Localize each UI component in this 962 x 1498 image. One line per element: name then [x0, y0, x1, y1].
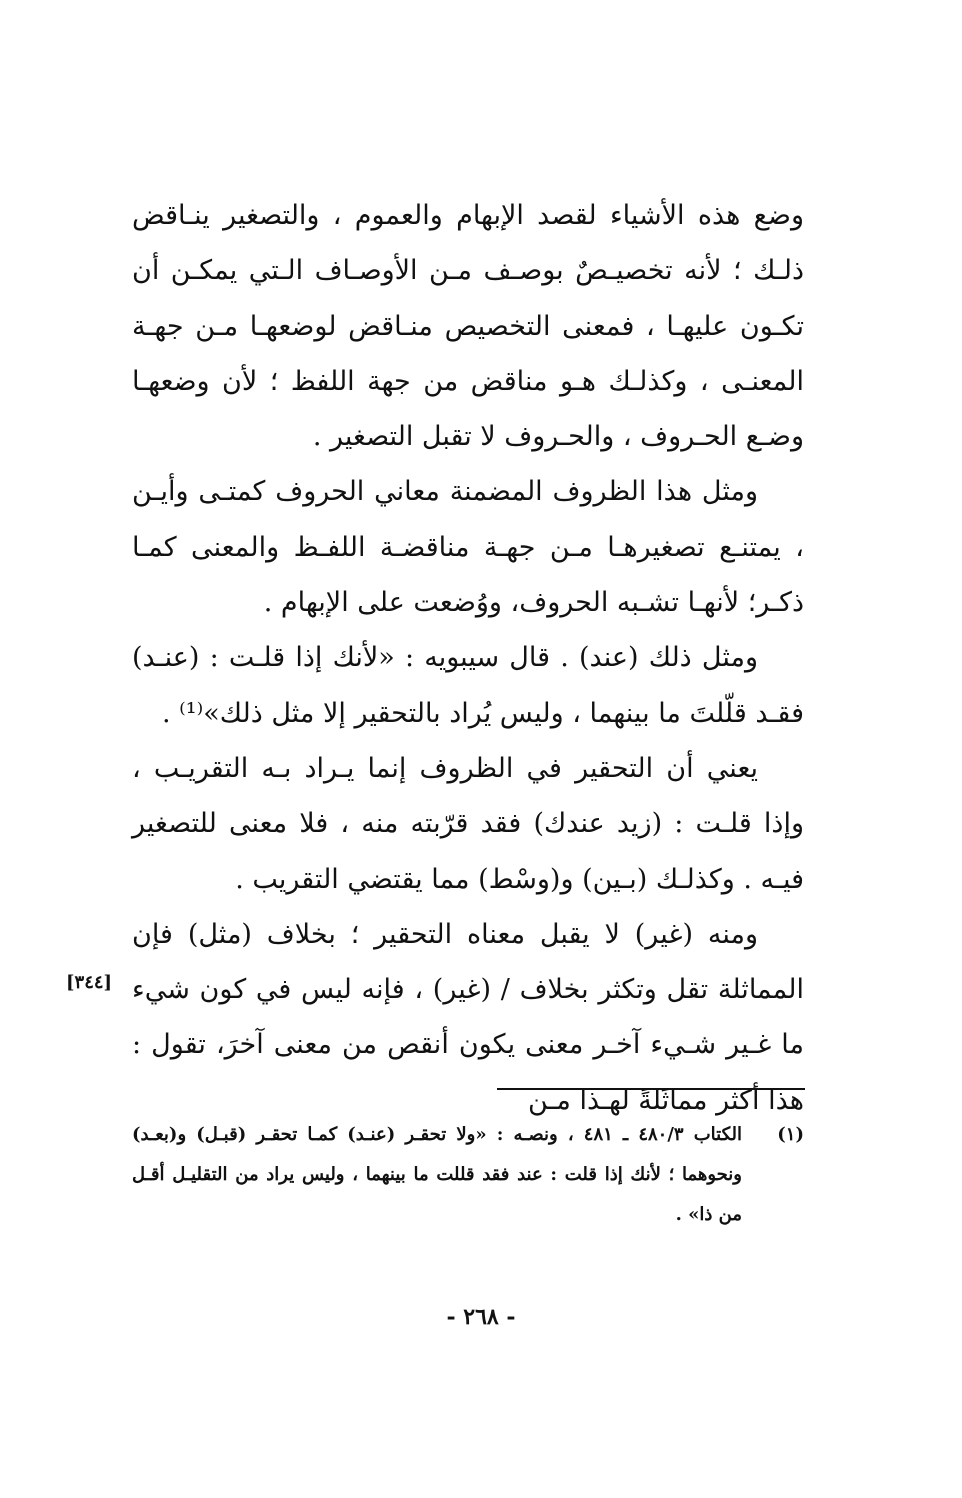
paragraph-3: ومثل ذلك (عند) . قال سيبويه : «لأنك إذا قلـت : (عنـد) فقـد قلّلتَ ما بينهما ، وليس يُراد بالتحقير إلا مثل ذلك»⁽¹⁾ . — [132, 642, 804, 729]
main-text — [132, 188, 804, 1128]
paragraph-1: وضع هذه الأشياء لقصد الإبهام والعموم ، والتصغير ينـاقض ذلـك ؛ لأنه تخصيـصٌ بوصـف مـن الأوصـاف الـتي يمكـن أن تكـون عليهـا ، فمعنى التخصيص منـاقض لوضعهـا مـن جهـة المعنـى ، وكذلـك هـو مناقض من جهة اللفظ ؛ لأن وضعهـا وضـع الحـروف ، والحـروف لا تقبل التصغير . — [132, 200, 804, 453]
page-number: - ٢٦٨ - — [446, 1304, 516, 1330]
manuscript-folio-marker: [٣٤٤] — [66, 972, 113, 993]
footnote-text: الكتاب ٤٨٠/٣ ـ ٤٨١ ، ونصـه : «ولا تحقـر (عنـد) كمـا تحقـر (قبـل) و(بعـد) ونحوهما ؛ لأنك إذا قلت : عند فقد قللت ما بينهما ، وليس يراد من التقليـل أقـل من ذا» . — [132, 1124, 743, 1225]
paragraph-5: ومنه (غير) لا يقبل معناه التحقير ؛ بخلاف (مثل) فإن المماثلة تقل وتكثر بخلاف / (غير) ، فإنه ليس في كون شيء ما غـير شـيء آخـر معنى يكون أنقص من معنى آخرَ، تقول : هذا أكثر مماثَلةً لهـذا مـن — [132, 918, 804, 1116]
paragraph-2: ومثل هذا الظروف المضمنة معاني الحروف كمتـى وأيـن ، يمتنـع تصغيرهـا مـن جهـة مناقضـة اللفـظ والمعنى كمـا ذكـر؛ لأنهـا تشـبه الحروف، ووُضعت على الإبهام . — [132, 476, 804, 619]
footnote — [132, 1115, 804, 1235]
footnotes — [132, 1115, 804, 1235]
paragraph-4: يعني أن التحقير في الظروف إنما يـراد بـه التقريـب ، وإذا قلـت : (زيد عندك) فقد قرّبته منه ، فلا معنى للتصغير فيـه . وكذلـك (بـين) و(وسْط) مما يقتضي التقريب . — [132, 752, 804, 895]
footnote-divider — [497, 1088, 805, 1090]
footnote-number: (١) — [777, 1124, 804, 1145]
